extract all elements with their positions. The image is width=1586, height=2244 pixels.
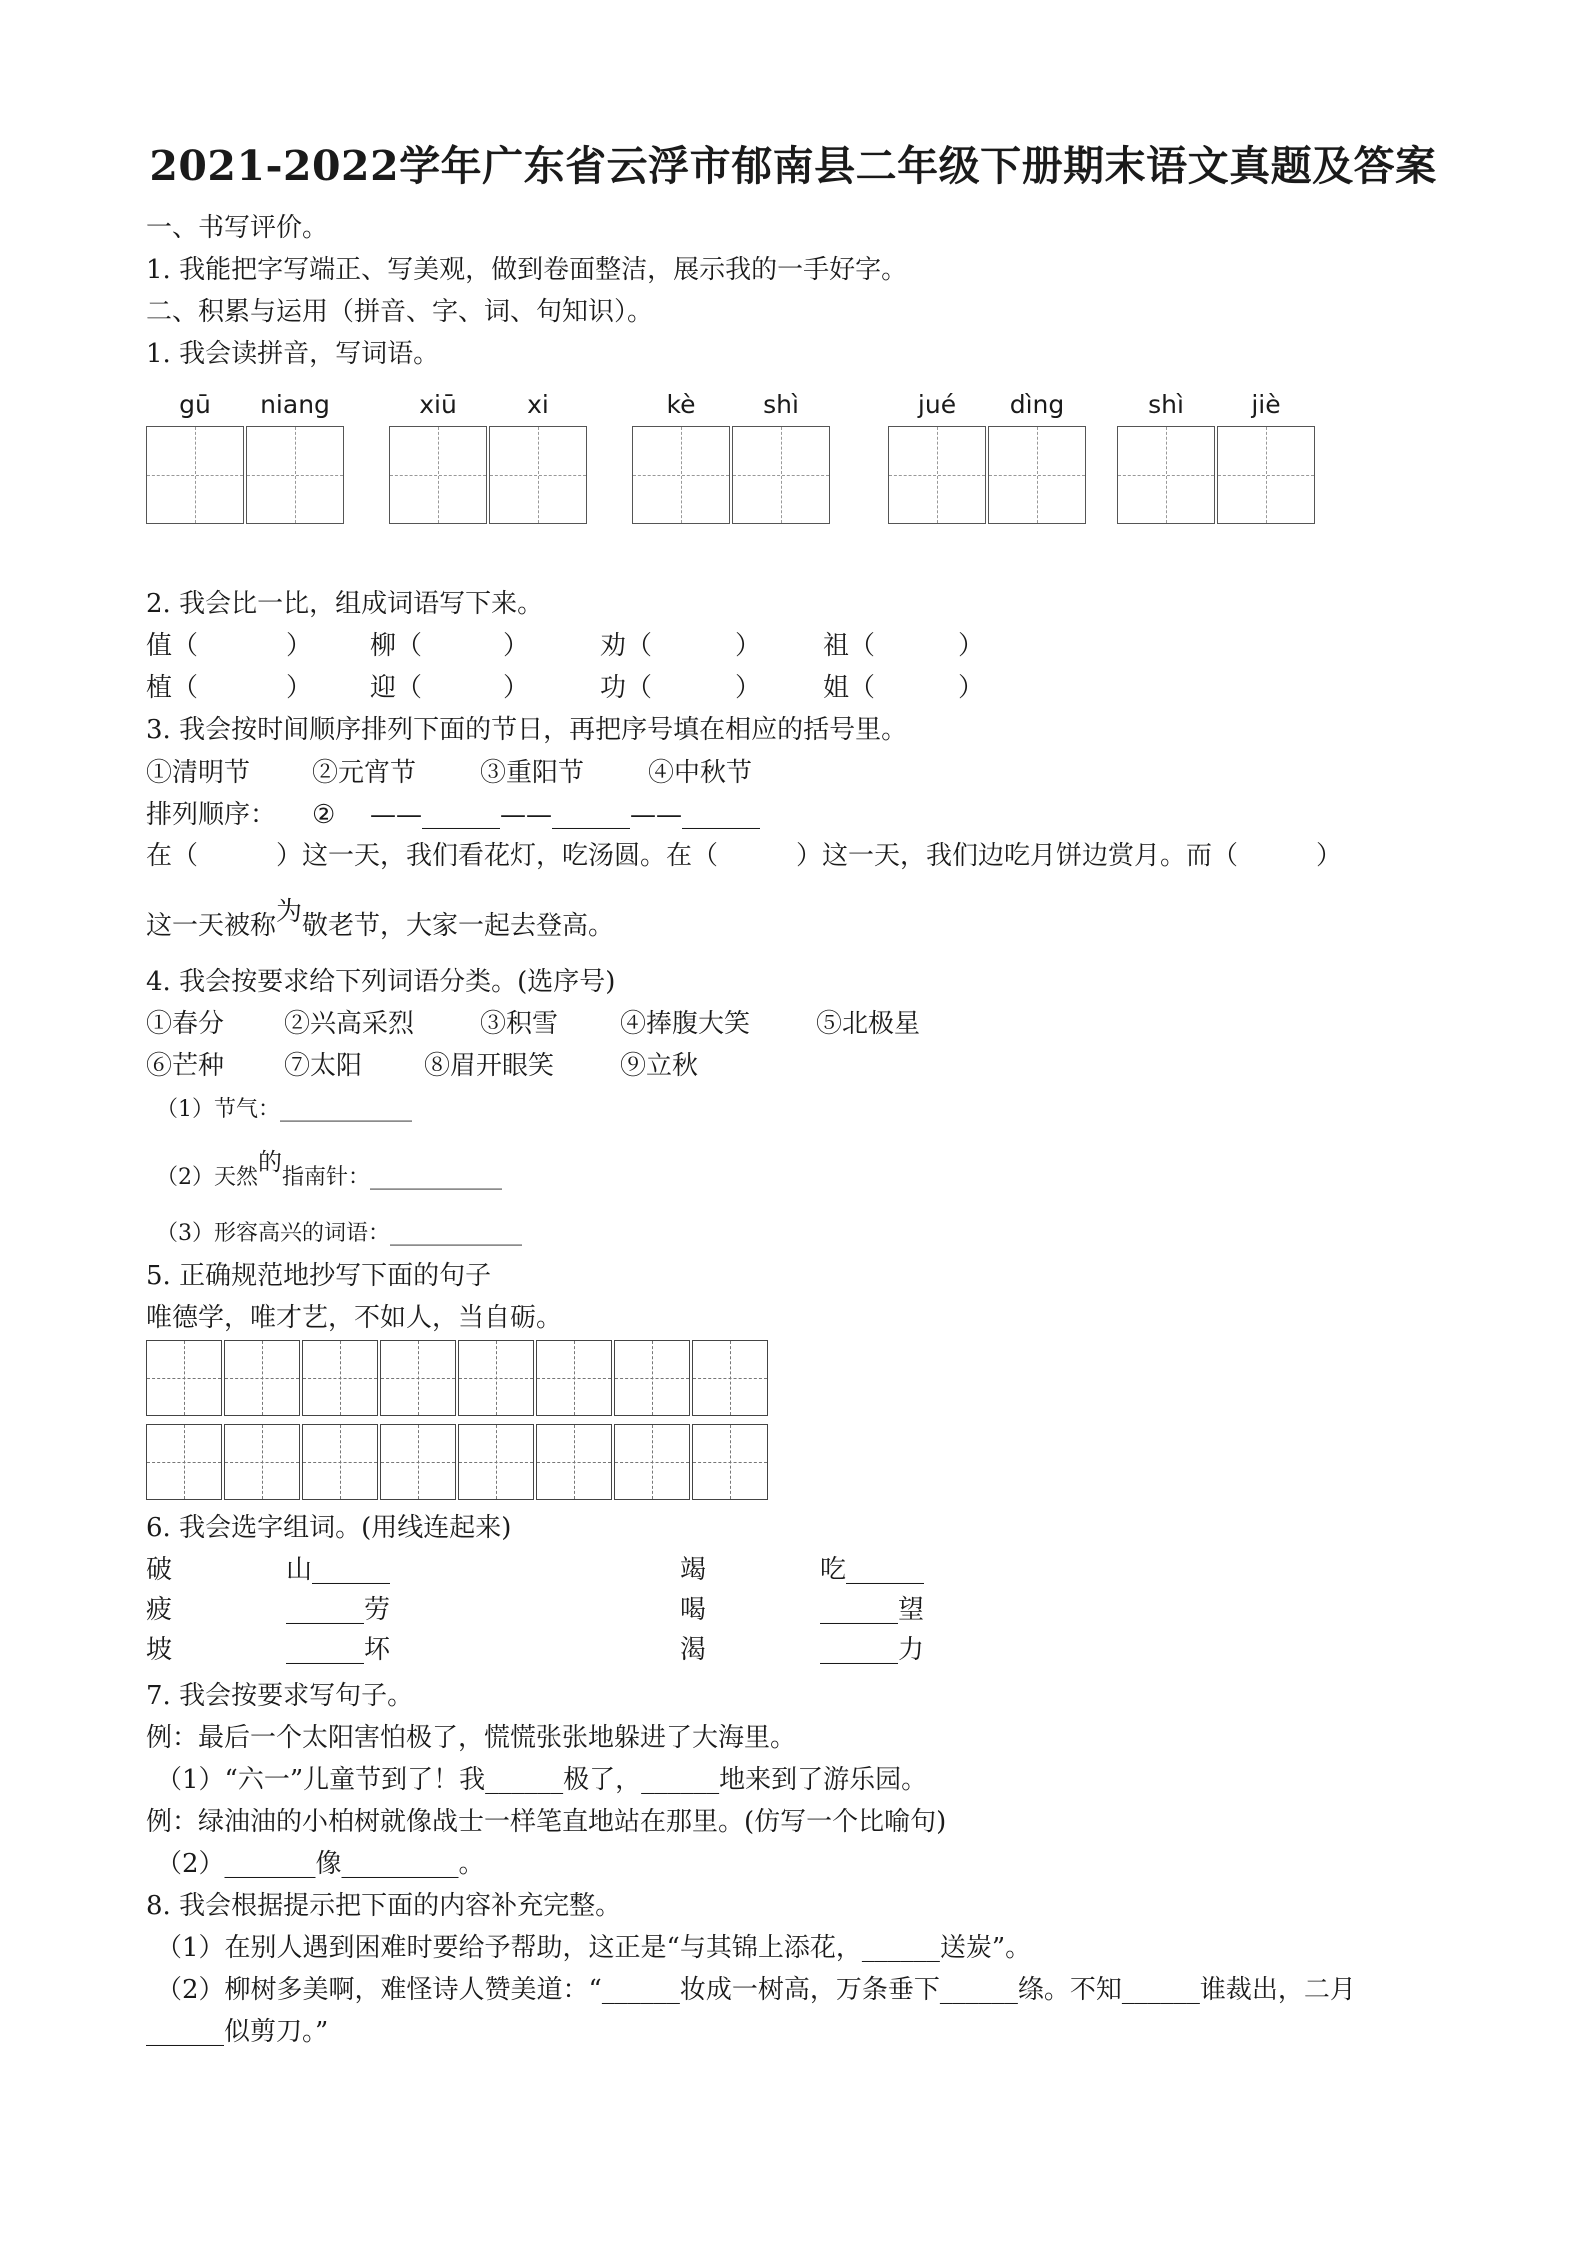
section-1-heading: 一、书写评价。	[146, 213, 329, 243]
q6-word[interactable]: ______望	[820, 1595, 925, 1625]
copy-grid-cell[interactable]	[146, 1340, 222, 1416]
q6-char[interactable]: 渴	[680, 1635, 707, 1665]
tian-grid-box[interactable]	[1217, 426, 1315, 524]
q3-option: ③重阳节	[480, 758, 585, 788]
q5-sentence: 唯德学，唯才艺，不如人，当自砺。	[146, 1303, 563, 1333]
pinyin-label: shì	[1148, 390, 1184, 419]
q3-option: ④中秋节	[648, 758, 753, 788]
q6-char[interactable]: 竭	[680, 1555, 707, 1585]
q4-heading: 4. 我会按要求给下列词语分类。(选序号)	[146, 967, 616, 997]
tian-grid-box[interactable]	[1117, 426, 1215, 524]
q4-word: ⑨立秋	[620, 1051, 699, 1081]
tian-grid-box[interactable]	[489, 426, 587, 524]
q1-heading: 1. 我会读拼音，写词语。	[146, 339, 440, 369]
q2-item: 值（	[146, 631, 199, 661]
q4-word: ⑥芒种	[146, 1051, 225, 1081]
copy-grid-cell[interactable]	[302, 1340, 378, 1416]
q6-word[interactable]: 山______	[286, 1555, 391, 1585]
q2-heading: 2. 我会比一比，组成词语写下来。	[146, 589, 544, 619]
q3-option: ②元宵节	[312, 758, 417, 788]
q4-word: ⑧眉开眼笑	[424, 1051, 555, 1081]
q2-item[interactable]: ）	[503, 631, 530, 661]
q3-heading: 3. 我会按时间顺序排列下面的节日，再把序号填在相应的括号里。	[146, 715, 908, 745]
pinyin-label: dìng	[1009, 390, 1065, 419]
tian-grid-box[interactable]	[732, 426, 830, 524]
q4-word: ⑤北极星	[816, 1009, 921, 1039]
tian-grid-box[interactable]	[246, 426, 344, 524]
pinyin-label: xiū	[419, 390, 457, 419]
copy-grid-cell[interactable]	[458, 1340, 534, 1416]
q5-heading: 5. 正确规范地抄写下面的句子	[146, 1261, 492, 1291]
q7-heading: 7. 我会按要求写句子。	[146, 1681, 414, 1711]
copy-grid-cell[interactable]	[380, 1340, 456, 1416]
pinyin-label: niang	[260, 390, 330, 419]
section-2-heading: 二、积累与运用（拼音、字、词、句知识）。	[146, 297, 654, 327]
q2-item: 祖（	[823, 631, 876, 661]
q2-item: 迎（	[370, 673, 423, 703]
pinyin-label: xi	[527, 390, 549, 419]
tian-grid-box[interactable]	[888, 426, 986, 524]
q4-word: ①春分	[146, 1009, 225, 1039]
q7-sub-1: （1）“六一”儿童节到了！我______极了，______地来到了游乐园。	[156, 1765, 928, 1795]
q6-char[interactable]: 破	[146, 1555, 173, 1585]
q7-sub-2: （2）_______像_________。	[156, 1849, 485, 1879]
q4-sub-2c: 指南针：____________	[282, 1165, 503, 1190]
tian-grid-box[interactable]	[988, 426, 1086, 524]
q6-char[interactable]: 坡	[146, 1635, 173, 1665]
q7-example-2: 例：绿油油的小柏树就像战士一样笔直地站在那里。(仿写一个比喻句)	[146, 1807, 947, 1837]
q3-order-first: ②	[312, 800, 336, 830]
q2-item[interactable]: ）	[503, 673, 530, 703]
q8-sub-2-cont: ______似剪刀。”	[146, 2017, 329, 2047]
q3-sentence-2a: 这一天被称	[146, 911, 277, 941]
q3-order-label: 排列顺序：	[146, 800, 277, 830]
q6-word[interactable]: ______劳	[286, 1595, 391, 1625]
q2-item: 劝（	[600, 631, 653, 661]
copy-grid-cell[interactable]	[302, 1424, 378, 1500]
copy-grid-cell[interactable]	[224, 1340, 300, 1416]
q8-sub-1: （1）在别人遇到困难时要给予帮助，这正是“与其锦上添花，______送炭”。	[156, 1933, 1032, 1963]
tian-grid-box[interactable]	[389, 426, 487, 524]
q3-order-blanks[interactable]: ——______——______——______	[370, 800, 760, 830]
q4-sub-1: （1）节气：____________	[156, 1097, 412, 1122]
tian-grid-box[interactable]	[632, 426, 730, 524]
q2-item[interactable]: ）	[958, 673, 985, 703]
q3-sentence-2c: 敬老节，大家一起去登高。	[302, 911, 615, 941]
q6-word[interactable]: 吃______	[820, 1555, 925, 1585]
q3-option: ①清明节	[146, 758, 251, 788]
copy-grid-cell[interactable]	[380, 1424, 456, 1500]
pinyin-label: jué	[917, 390, 957, 419]
copy-grid-cell[interactable]	[614, 1340, 690, 1416]
copy-grid-cell[interactable]	[536, 1424, 612, 1500]
q4-sub-2	[156, 1148, 503, 1194]
copy-grid-cell[interactable]	[536, 1340, 612, 1416]
page-title: 2021-2022学年广东省云浮市郁南县二年级下册期末语文真题及答案	[149, 142, 1437, 190]
pinyin-label: jiè	[1251, 390, 1281, 419]
q4-sub-3: （3）形容高兴的词语：____________	[156, 1221, 522, 1246]
copy-grid-cell[interactable]	[146, 1424, 222, 1500]
q4-word: ③积雪	[480, 1009, 559, 1039]
q4-sub-2b: 的	[258, 1148, 282, 1176]
copy-grid-cell[interactable]	[692, 1340, 768, 1416]
q2-item[interactable]: ）	[286, 631, 313, 661]
q3-sentence-1: 在（ ）这一天，我们看花灯，吃汤圆。在（ ）这一天，我们边吃月饼边赏月。而（ ）	[146, 841, 1343, 871]
q3-sentence-2	[146, 897, 615, 942]
section-1-question: 1. 我能把字写端正、写美观，做到卷面整洁，展示我的一手好字。	[146, 255, 908, 285]
q2-item: 柳（	[370, 631, 423, 661]
q2-item[interactable]: ）	[286, 673, 313, 703]
q4-word: ⑦太阳	[284, 1051, 363, 1081]
pinyin-label: gū	[179, 390, 211, 419]
q4-word: ②兴高采烈	[284, 1009, 415, 1039]
q4-sub-2a: （2）天然	[156, 1165, 258, 1190]
q2-item[interactable]: ）	[958, 631, 985, 661]
q6-word[interactable]: ______力	[820, 1635, 925, 1665]
q7-example-1: 例：最后一个太阳害怕极了，慌慌张张地躲进了大海里。	[146, 1723, 797, 1753]
q4-word: ④捧腹大笑	[620, 1009, 751, 1039]
tian-grid-box[interactable]	[146, 426, 244, 524]
q2-item: 功（	[600, 673, 653, 703]
copy-grid-cell[interactable]	[458, 1424, 534, 1500]
q6-char[interactable]: 疲	[146, 1595, 173, 1625]
pinyin-label: kè	[666, 390, 696, 419]
q2-item: 植（	[146, 673, 199, 703]
copy-grid-cell[interactable]	[614, 1424, 690, 1500]
q2-item: 姐（	[823, 673, 876, 703]
q8-heading: 8. 我会根据提示把下面的内容补充完整。	[146, 1891, 622, 1921]
q6-char[interactable]: 喝	[680, 1595, 707, 1625]
pinyin-label: shì	[763, 390, 799, 419]
copy-grid-cell[interactable]	[224, 1424, 300, 1500]
q2-item[interactable]: ）	[735, 673, 762, 703]
q2-item[interactable]: ）	[735, 631, 762, 661]
q8-sub-2: （2）柳树多美啊，难怪诗人赞美道：“______妆成一树高，万条垂下______绦。不知______谁裁出，二月	[156, 1975, 1356, 2005]
q6-heading: 6. 我会选字组词。(用线连起来)	[146, 1513, 512, 1543]
copy-grid-cell[interactable]	[692, 1424, 768, 1500]
q6-word[interactable]: ______坏	[286, 1635, 391, 1665]
q3-sentence-2b: 为	[276, 897, 303, 927]
